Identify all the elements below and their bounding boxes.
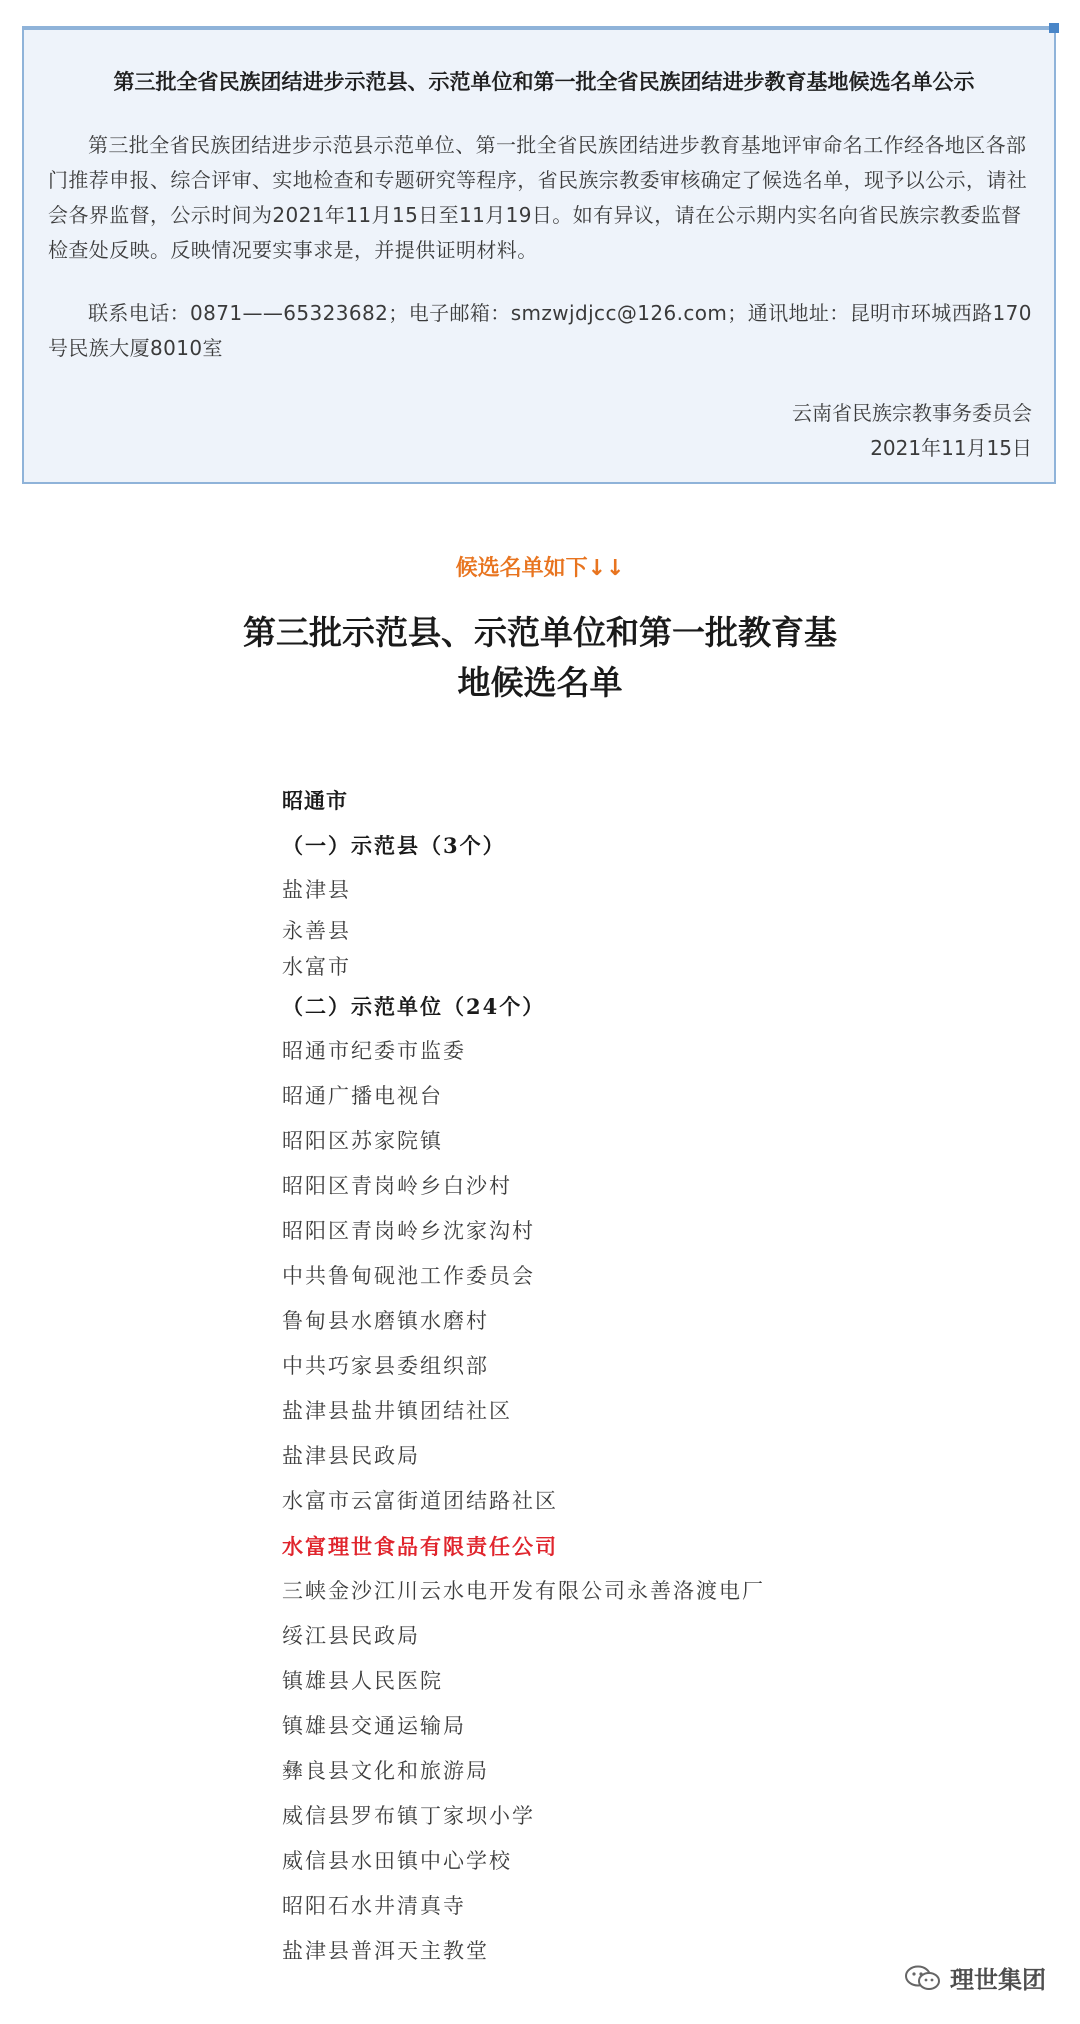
notice-signature-org: 云南省民族宗教事务委员会 bbox=[792, 401, 1032, 425]
list-item: 威信县水田镇中心学校 bbox=[282, 1849, 512, 1873]
list-item: 威信县罗布镇丁家坝小学 bbox=[282, 1804, 535, 1828]
notice-top-rule bbox=[24, 28, 1054, 30]
watermark bbox=[904, 1960, 1046, 1995]
list-item: 昭通市纪委市监委 bbox=[282, 1039, 466, 1063]
document-title bbox=[0, 608, 1080, 708]
candidate-list bbox=[282, 778, 1042, 1974]
corner-square-decoration bbox=[1049, 23, 1059, 33]
watermark-text: 理世集团 bbox=[950, 1966, 1046, 1994]
list-item: 昭阳石水井清真寺 bbox=[282, 1894, 466, 1918]
list-item: 盐津县民政局 bbox=[282, 1444, 420, 1468]
list-item: 昭阳区苏家院镇 bbox=[282, 1129, 443, 1153]
list-item-highlighted: 水富理世食品有限责任公司 bbox=[282, 1534, 558, 1559]
list-item: 中共鲁甸砚池工作委员会 bbox=[282, 1264, 535, 1288]
list-item: 水富市云富街道团结路社区 bbox=[282, 1489, 558, 1513]
document-title-line-2: 地候选名单 bbox=[457, 663, 623, 702]
list-item: 镇雄县交通运输局 bbox=[282, 1714, 466, 1738]
list-item: 水富市 bbox=[282, 955, 351, 979]
list-item: 镇雄县人民医院 bbox=[282, 1669, 443, 1693]
list-item: 中共巧家县委组织部 bbox=[282, 1354, 489, 1378]
list-item: 盐津县盐井镇团结社区 bbox=[282, 1399, 512, 1423]
section-heading-units: （二）示范单位（24个） bbox=[282, 994, 546, 1019]
list-item: 永善县 bbox=[282, 919, 351, 943]
list-item: 昭阳区青岗岭乡沈家沟村 bbox=[282, 1219, 535, 1243]
list-item: 绥江县民政局 bbox=[282, 1624, 420, 1648]
notice-paragraph-1: 第三批全省民族团结进步示范县示范单位、第一批全省民族团结进步教育基地评审命名工作经各地区各部门推荐申报、综合评审、实地检查和专题研究等程序，省民族宗教委审核确定了候选名单，现予以公示，请社会各界监督，公示时间为2021年11月15日至11月19日。如有异议，请在公示期内实名向省民族宗教委监督检查处反映。反映情况要实事求是，并提供证明材料。 bbox=[48, 133, 1028, 262]
list-item: 盐津县普洱天主教堂 bbox=[282, 1939, 489, 1963]
list-item: 盐津县 bbox=[282, 878, 351, 902]
city-heading: 昭通市 bbox=[282, 789, 348, 813]
section-heading-counties: （一）示范县（3个） bbox=[282, 833, 506, 858]
notice-signature-date: 2021年11月15日 bbox=[870, 436, 1032, 460]
list-intro: 候选名单如下↓↓ bbox=[455, 556, 625, 581]
wechat-icon bbox=[904, 1964, 942, 1992]
list-item: 昭通广播电视台 bbox=[282, 1084, 443, 1108]
notice-paragraph-contact: 联系电话：0871——65323682；电子邮箱：smzwjdjcc@126.com；通讯地址：昆明市环城西路170号民族大厦8010室 bbox=[48, 301, 1032, 360]
list-item: 昭阳区青岗岭乡白沙村 bbox=[282, 1174, 512, 1198]
document-title-line-1: 第三批示范县、示范单位和第一批教育基 bbox=[243, 613, 837, 652]
notice-title: 第三批全省民族团结进步示范县、示范单位和第一批全省民族团结进步教育基地候选名单公示 bbox=[113, 70, 975, 94]
list-item: 鲁甸县水磨镇水磨村 bbox=[282, 1309, 489, 1333]
notice-box bbox=[22, 26, 1056, 484]
list-item: 彝良县文化和旅游局 bbox=[282, 1759, 489, 1783]
list-item: 三峡金沙江川云水电开发有限公司永善洛渡电厂 bbox=[282, 1579, 765, 1603]
